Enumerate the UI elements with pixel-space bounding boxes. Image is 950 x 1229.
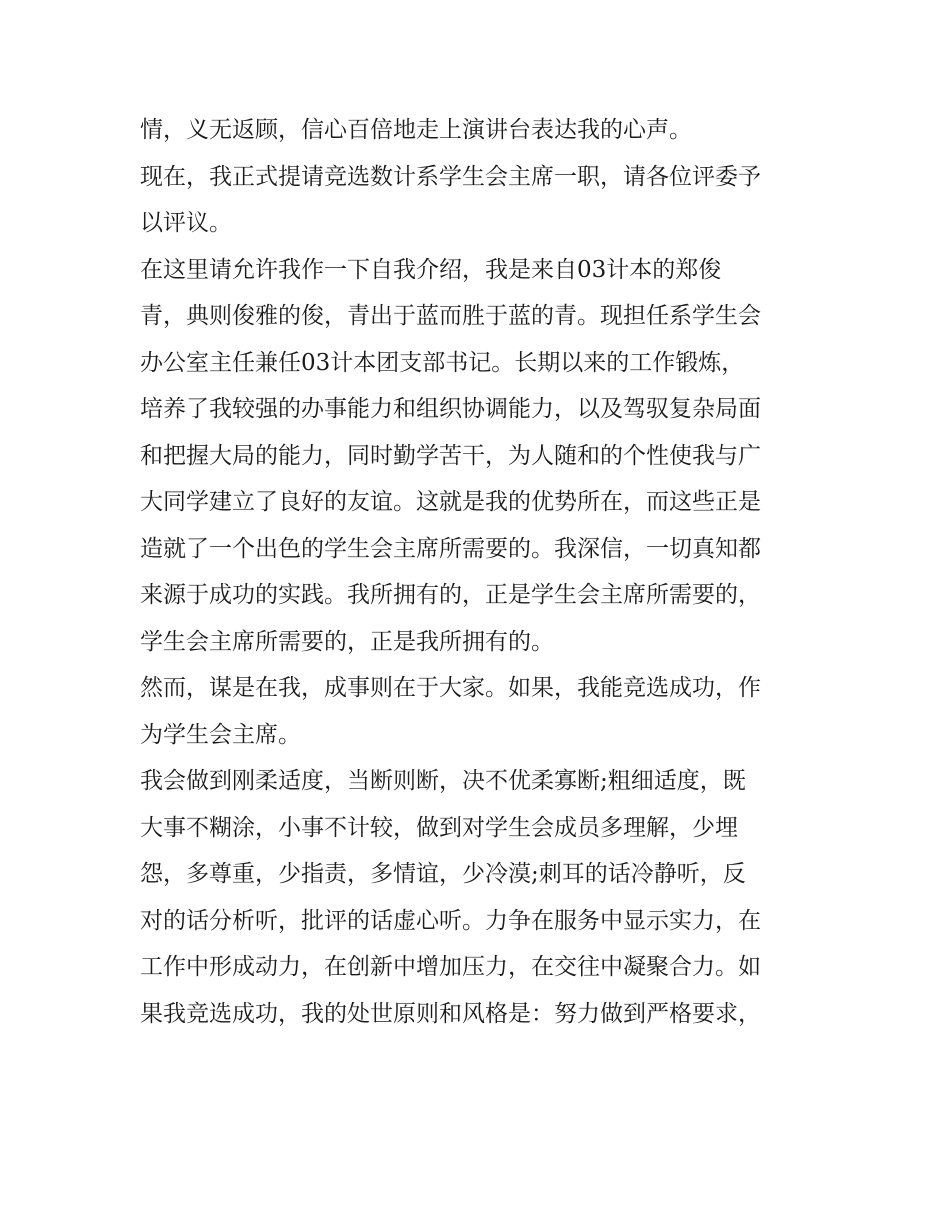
text-line-10: 造就了一个出色的学生会主席所需要的。我深信，一切真知都 xyxy=(140,535,761,562)
text-line-19: 工作中形成动力，在创新中增加压力，在交往中凝聚合力。如 xyxy=(140,954,761,980)
body-text xyxy=(140,107,830,1037)
text-line-18: 对的话分析听，批评的话虚心听。力争在服务中显示实力，在 xyxy=(140,907,761,934)
text-line-6: 办公室主任兼任03计本团支部书记。长期以来的工作锻炼， xyxy=(140,349,745,376)
text-line-4: 在这里请允许我作一下自我介绍，我是来自03计本的郑俊 xyxy=(140,256,722,283)
text-line-17: 怨，多尊重，少指责，多情谊，少冷漠;刺耳的话冷静听，反 xyxy=(140,861,746,887)
text-line-20: 果我竞选成功，我的处世原则和风格是：努力做到严格要求， xyxy=(140,1000,761,1027)
text-line-13: 然而，谋是在我，成事则在于大家。如果，我能竞选成功，作 xyxy=(140,675,761,701)
text-line-12: 学生会主席所需要的，正是我所拥有的。 xyxy=(140,628,554,655)
text-line-5: 青，典则俊雅的俊，青出于蓝而胜于蓝的青。现担任系学生会 xyxy=(140,303,761,329)
text-line-3: 以评议。 xyxy=(140,210,232,236)
text-line-7: 培养了我较强的办事能力和组织协调能力，以及驾驭复杂局面 xyxy=(140,396,761,422)
text-line-2: 现在，我正式提请竞选数计系学生会主席一职，请各位评委予 xyxy=(140,163,761,190)
text-line-15: 我会做到刚柔适度，当断则断，决不优柔寡断;粗细适度，既 xyxy=(140,768,746,794)
text-line-16: 大事不糊涂，小事不计较，做到对学生会成员多理解，少埋 xyxy=(140,814,738,841)
text-line-14: 为学生会主席。 xyxy=(140,721,301,748)
text-line-11: 来源于成功的实践。我所拥有的，正是学生会主席所需要的， xyxy=(140,582,761,608)
text-line-1: 情，义无返顾，信心百倍地走上演讲台表达我的心声。 xyxy=(140,117,692,143)
text-line-8: 和把握大局的能力，同时勤学苦干，为人随和的个性使我与广 xyxy=(140,442,761,469)
text-line-9: 大同学建立了良好的友谊。这就是我的优势所在，而这些正是 xyxy=(140,489,761,515)
